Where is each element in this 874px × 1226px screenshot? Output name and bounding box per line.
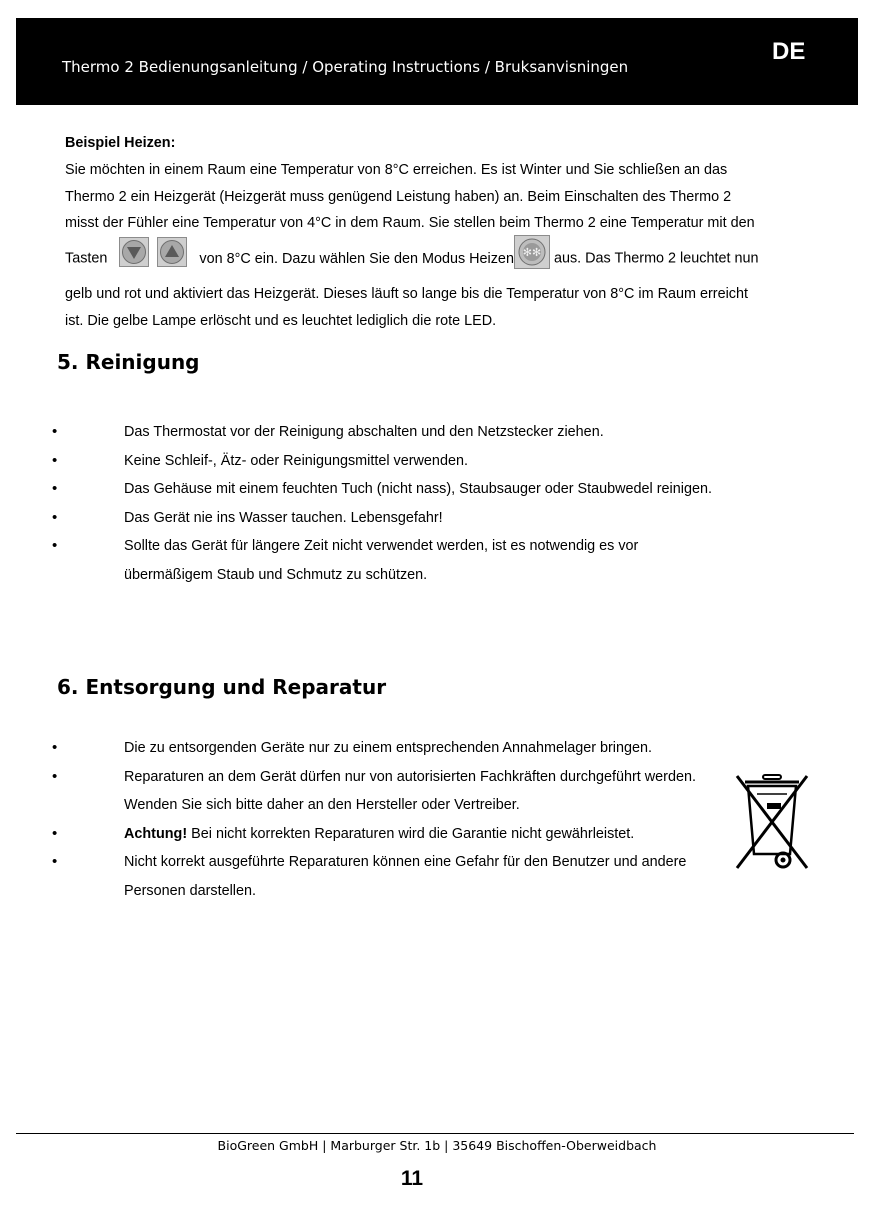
example-heading: Beispiel Heizen:: [65, 135, 176, 151]
example-text-3: aus. Das Thermo 2 leuchtet nun gelb und rot und aktiviert das Heizgerät. Dieses läuft so lange bis die Temperatur von 8°C im Raum erreicht ist. Die gelbe Lampe erlöscht und es leuchtet lediglich die rote LED.: [65, 250, 759, 329]
heat-mode-button-icon: [514, 235, 550, 279]
example-paragraph: [65, 130, 765, 335]
page-header: [16, 18, 858, 105]
list-item: • Nicht korrekt ausgeführte Reparaturen können eine Gefahr für den Benutzer und andere Personen darstellen.: [52, 853, 687, 899]
section-6-heading: 6. Entsorgung und Reparatur: [57, 675, 387, 699]
header-title: Thermo 2 Bedienungsanleitung / Operating Instructions / Bruksanvisningen: [62, 58, 629, 76]
up-arrow-button-icon: [157, 237, 187, 277]
footer-address: BioGreen GmbH | Marburger Str. 1b | 35649 Bischoffen-Oberweidbach: [217, 1138, 657, 1153]
list-item: • Das Gerät nie ins Wasser tauchen. Lebensgefahr!: [52, 508, 443, 526]
crossed-out-wheelie-bin-icon: [733, 772, 813, 877]
page-number: 11: [400, 1167, 424, 1190]
cleaning-list: [0, 418, 874, 590]
example-text-1: Sie möchten in einem Raum eine Temperatur von 8°C erreichen. Es ist Winter und Sie schließen an das Thermo 2 ein Heizgerät (Heizgerät muss genügend Leistung haben) an. Beim Einschalten des Thermo 2 misst der Fühler eine Temperatur von 4°C in dem Raum. Sie stellen beim Thermo 2 eine Temperatur mit den Tasten: [65, 161, 755, 267]
list-item: • Sollte das Gerät für längere Zeit nicht verwendet werden, ist es notwendig es vor übermäßigem Staub und Schmutz zu schützen.: [52, 537, 639, 583]
list-item: • Die zu entsorgenden Geräte nur zu einem entsprechenden Annahmelager bringen.: [52, 739, 653, 756]
example-text-2: von 8°C ein. Dazu wählen Sie den Modus Heizen: [199, 250, 514, 267]
list-item: • Keine Schleif-, Ätz- oder Reinigungsmittel verwenden.: [52, 451, 468, 469]
list-item: • Das Thermostat vor der Reinigung abschalten und den Netzstecker ziehen.: [52, 423, 604, 440]
down-arrow-button-icon: [119, 237, 149, 277]
section-5-heading: 5. Reinigung: [57, 350, 200, 374]
list-item: • Reparaturen an dem Gerät dürfen nur von autorisierten Fachkräften durchgeführt werden. Wenden Sie sich bitte daher an den Hersteller oder Vertreiber.: [52, 767, 696, 814]
warning-label: Achtung!: [124, 825, 188, 842]
footer-divider: [16, 1133, 854, 1134]
list-item: • Das Gehäuse mit einem feuchten Tuch (nicht nass), Staubsauger oder Staubwedel reinigen.: [52, 480, 712, 498]
language-badge: DE: [772, 38, 806, 65]
list-item: • Achtung! Bei nicht korrekten Reparaturen wird die Garantie nicht gewährleistet.: [52, 824, 635, 842]
svg-text:✻✻: ✻✻: [522, 246, 542, 260]
